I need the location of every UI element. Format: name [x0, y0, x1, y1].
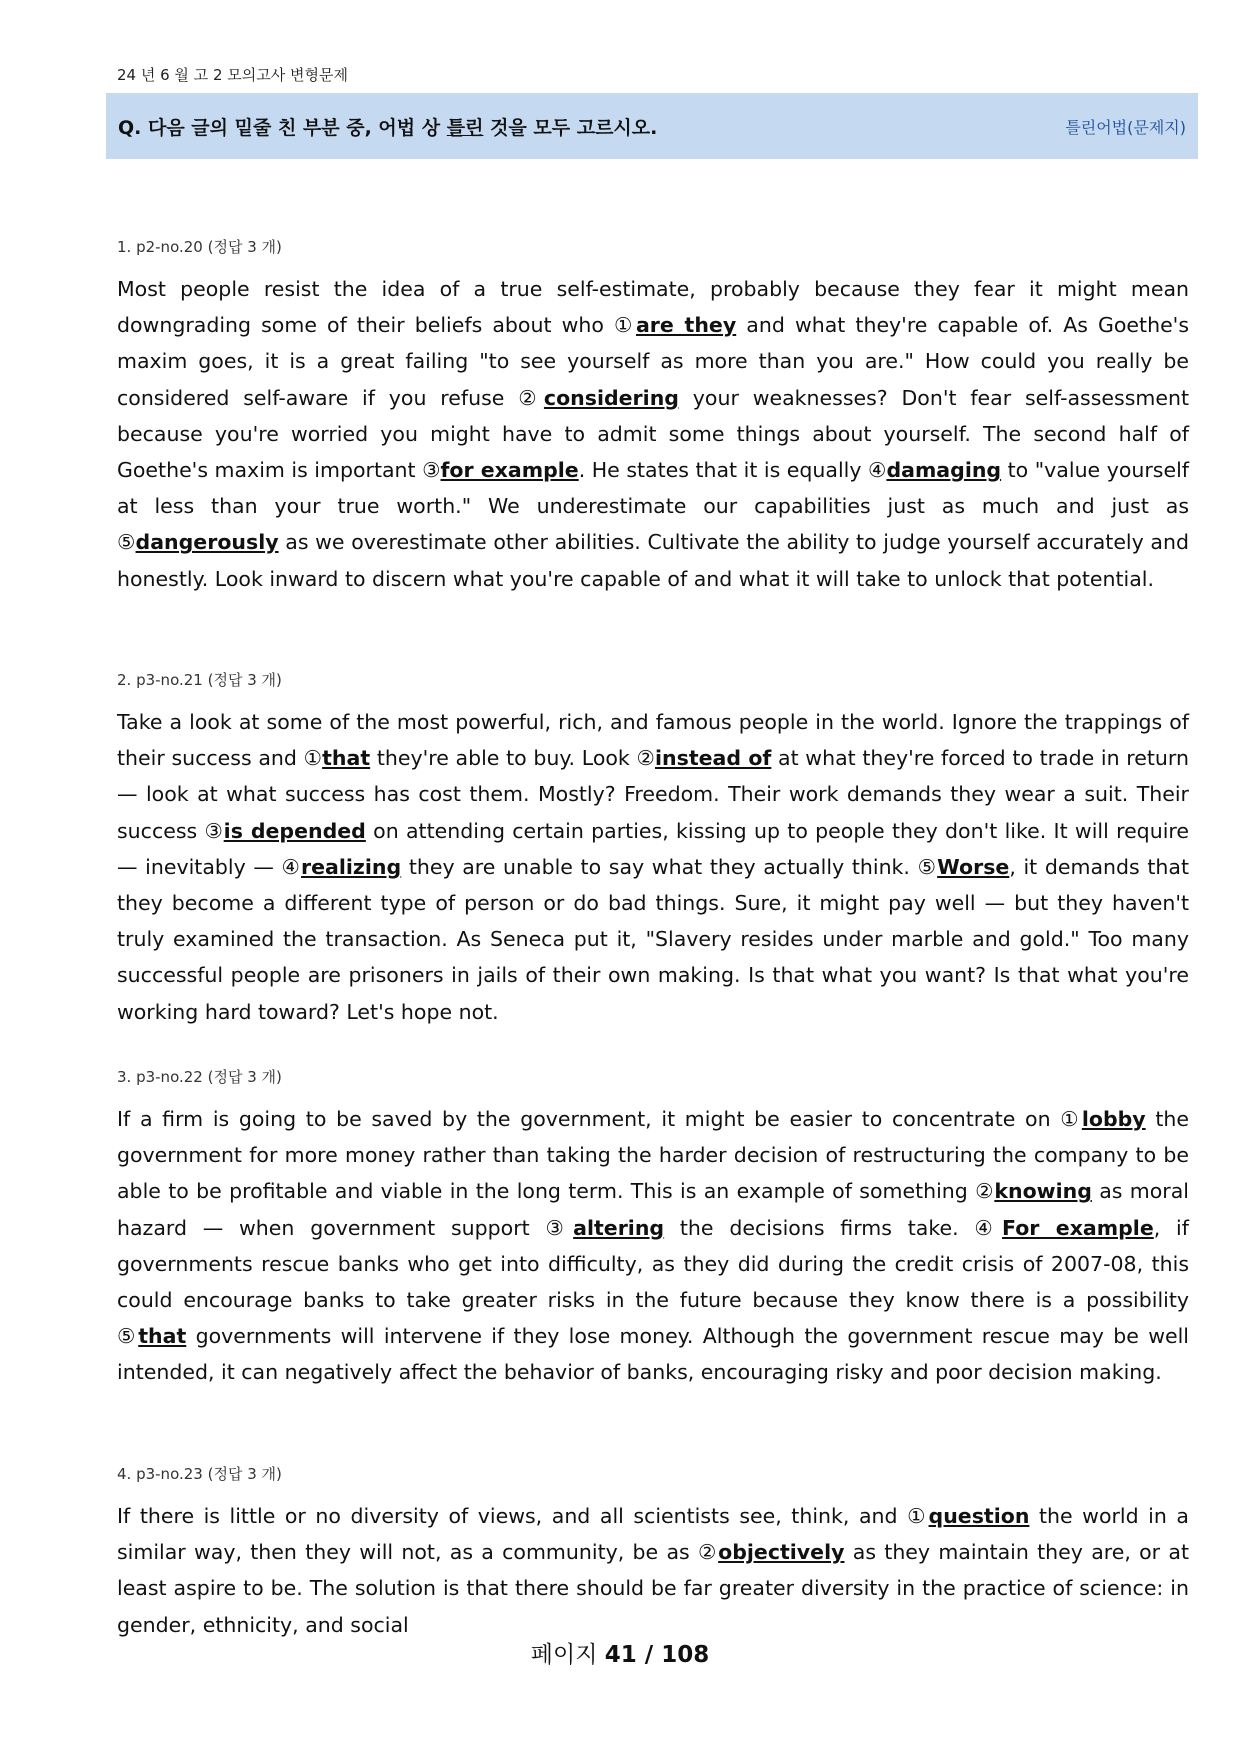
passage-text: at what they're forced to trade in return — look at what success has cost them. Mostly? Freedom. Their work demands they wear a suit. Their success [117, 746, 1189, 843]
passage-text: to "value yourself at less than your true worth." We underestimate our capabilities just as much and just as [117, 458, 1190, 519]
passage-text: as moral hazard — when government support [117, 1179, 1189, 1240]
problem-1 [117, 236, 1189, 597]
problem-passage [117, 271, 1189, 597]
problem-meta: 3. p3-no.22 (정답 3 개) [117, 1068, 282, 1086]
passage-text: governments will intervene if they lose money. Although the government rescue may be well intended, it can negatively affect the behavior of banks, encouraging risky and poor decision making. [117, 1324, 1189, 1385]
choice-number: ⑤ [117, 1324, 139, 1349]
passage-text: , if governments rescue banks who get into difficulty, as they did during the credit crisis of 2007-08, this could encourage banks to take greater risks in the future because they know there is a possibility [117, 1215, 1189, 1313]
problem-4 [117, 1463, 1189, 1643]
underlined-choice: Worse [937, 854, 1010, 879]
choice-number: ① [614, 313, 636, 338]
passage-text: as we overestimate other abilities. Cultivate the ability to judge yourself accurately and honestly. Look inward to discern what you're capable of and what it will take to unlock that potential. [117, 530, 1189, 591]
problem-meta: 2. p3-no.21 (정답 3 개) [117, 671, 282, 689]
choice-number: ② [636, 746, 655, 771]
choice-number: ② [697, 1540, 719, 1565]
current-page: 41 [604, 1642, 637, 1668]
problem-meta: 4. p3-no.23 (정답 3 개) [117, 1465, 282, 1483]
underlined-choice: are they [635, 313, 737, 338]
page-header: 24 년 6 월 고 2 모의고사 변형문제 [117, 66, 348, 84]
page-separator: / [636, 1642, 662, 1668]
underlined-choice: is depended [223, 818, 366, 843]
passage-text: Take a look at some of the most powerful, rich, and famous people in the world. Ignore the trappings of their success and [117, 710, 1189, 771]
choice-number: ① [303, 746, 323, 771]
underlined-choice: knowing [994, 1179, 1092, 1204]
choice-number: ① [907, 1504, 929, 1528]
passage-text: they are unable to say what they actually think. [401, 854, 918, 879]
problem-2 [117, 669, 1189, 1030]
passage-text: they're able to buy. Look [370, 746, 637, 771]
choice-number: ③ [422, 458, 441, 483]
underlined-choice: dangerously [135, 530, 279, 555]
choice-number: ④ [868, 458, 887, 483]
passage-text: the decisions firms take. [664, 1215, 975, 1240]
underlined-choice: that [322, 746, 371, 771]
underlined-choice: lobby [1081, 1107, 1146, 1131]
passage-text: , it demands that they become a different type of person or do bad things. Sure, it might pay well — but they haven't truly examined the transaction. As Seneca put it, "Slavery resides under marble and gold." Too many successful people are prisoners in jails of their own making. Is that what you want? Is that what you're working hard toward? Let's hope not. [117, 854, 1189, 1024]
question-instruction [118, 113, 657, 140]
underlined-choice: question [928, 1504, 1030, 1528]
problem-passage [117, 704, 1189, 1030]
choice-number: ③ [204, 818, 224, 843]
choice-number: ⑤ [117, 530, 136, 555]
choice-number: ② [518, 385, 544, 410]
problem-meta: 1. p2-no.20 (정답 3 개) [117, 238, 282, 256]
passage-text: . He states that it is equally [578, 458, 869, 483]
underlined-choice: objectively [718, 1540, 845, 1565]
underlined-choice: For example [1002, 1215, 1154, 1240]
choice-number: ④ [281, 854, 302, 879]
page-footer [0, 1636, 1240, 1669]
problem-passage [117, 1498, 1189, 1643]
underlined-choice: for example [440, 458, 579, 483]
passage-text: Most people resist the idea of a true self-estimate, probably because they fear it might mean downgrading some of their beliefs about who [117, 277, 1189, 338]
passage-text: If a firm is going to be saved by the government, it might be easier to concentrate on [117, 1107, 1061, 1131]
choice-number: ⑤ [917, 854, 938, 879]
choice-number: ③ [545, 1215, 574, 1240]
choice-number: ① [1060, 1107, 1082, 1131]
choice-number: ② [975, 1179, 995, 1204]
underlined-choice: realizing [301, 854, 402, 879]
passage-text: and what they're capable of. As Goethe's maxim goes, it is a great failing "to see yourself as more than you are." How could you really be considered self-aware if you refuse [117, 313, 1190, 410]
passage-text: your weaknesses? Don't fear self-assessment because you're worried you might have to admit some things about yourself. The second half of Goethe's maxim is important [117, 385, 1189, 483]
choice-number: ④ [974, 1215, 1003, 1240]
underlined-choice: damaging [886, 458, 1002, 483]
worksheet-label: 틀린어법(문제지) [1065, 117, 1186, 137]
question-bar [106, 93, 1198, 159]
problem-3 [117, 1066, 1189, 1391]
question-suffix: 것을 모두 고르시오. [483, 116, 658, 139]
total-pages: 108 [661, 1642, 710, 1668]
underlined-choice: considering [543, 385, 679, 410]
passage-text: If there is little or no diversity of views, and all scientists see, think, and [117, 1504, 908, 1528]
underlined-choice: altering [573, 1215, 665, 1240]
passage-text: on attending certain parties, kissing up to people they don't like. It will require — inevitably — [117, 818, 1189, 879]
problem-passage [117, 1101, 1189, 1391]
underlined-choice: that [138, 1324, 187, 1349]
underlined-choice: instead of [655, 746, 772, 771]
passage-text: the world in a similar way, then they will not, as a community, be as [117, 1504, 1189, 1565]
question-prefix: Q. 다음 글의 밑줄 친 부분 중, 어법 상 [118, 116, 447, 139]
question-emphasis: 틀린 [446, 116, 484, 139]
passage-text: the government for more money rather than taking the harder decision of restructuring the company to be able to be profitable and viable in the long term. This is an example of something [117, 1107, 1189, 1204]
footer-prefix: 페이지 [530, 1642, 605, 1668]
passage-text: as they maintain they are, or at least aspire to be. The solution is that there should be far greater diversity in the practice of science: in gender, ethnicity, and social [117, 1540, 1189, 1637]
